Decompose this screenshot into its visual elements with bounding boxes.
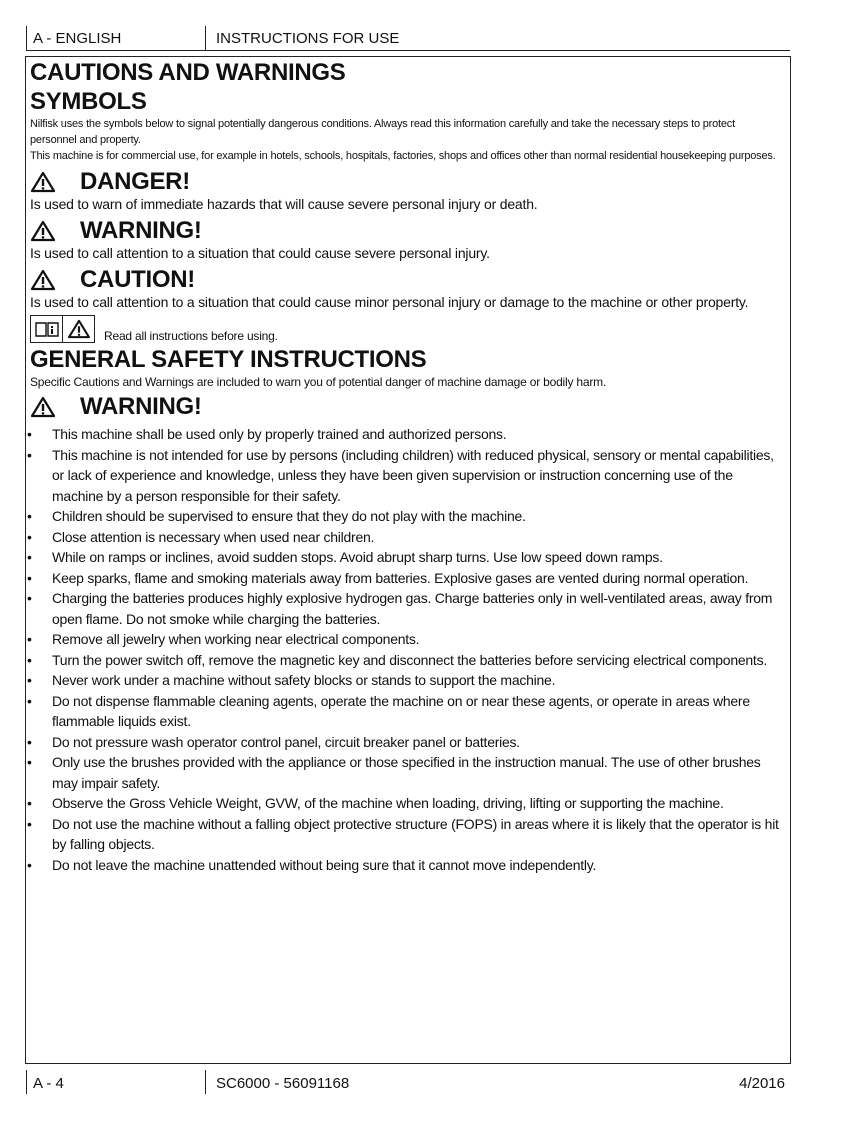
warning-triangle-icon [30, 220, 56, 242]
symbols-heading: SYMBOLS [30, 88, 147, 115]
warning-triangle-icon [30, 171, 56, 193]
warning-label: WARNING! [80, 217, 202, 244]
list-item: • Do not use the machine without a falling object protective structure (FOPS) in areas where it is likely that the operator is hit by falling objects. [26, 814, 782, 855]
danger-symbol-row [30, 169, 782, 195]
warning-triangle-icon [30, 396, 56, 418]
header-divider [205, 26, 206, 50]
list-item: • Only use the brushes provided with the appliance or those specified in the instruction manual. The use of other brushes may impair safety. [26, 752, 782, 793]
general-safety-heading: GENERAL SAFETY INSTRUCTIONS [30, 346, 427, 373]
symbols-intro-1: Nilfisk uses the symbols below to signal potentially dangerous conditions. Always read this information carefully and take the necessary steps to protect personnel and property. [30, 118, 735, 146]
warning-triangle-icon [30, 269, 56, 291]
list-item: • Keep sparks, flame and smoking materials away from batteries. Explosive gases are vented during normal operation. [26, 568, 782, 589]
manual-book-icon [30, 315, 63, 343]
list-item: • This machine shall be used only by properly trained and authorized persons. [26, 424, 782, 445]
footer-date: 4/2016 [739, 1075, 785, 1092]
list-item: • While on ramps or inclines, avoid sudden stops. Avoid abrupt sharp turns. Use low speed down ramps. [26, 547, 782, 568]
page-title: CAUTIONS AND WARNINGS [30, 59, 346, 86]
caution-description: Is used to call attention to a situation that could cause minor personal injury or damage to the machine or other property. [30, 294, 749, 310]
general-safety-intro: Specific Cautions and Warnings are included to warn you of potential danger of machine damage or bodily harm. [30, 375, 607, 389]
list-item: • Close attention is necessary when used near children. [26, 527, 782, 548]
read-instructions-text: Read all instructions before using. [104, 329, 278, 343]
danger-description: Is used to warn of immediate hazards that will cause severe personal injury or death. [30, 196, 538, 212]
caution-label: CAUTION! [80, 266, 195, 293]
caution-symbol-row [30, 267, 782, 293]
list-item: • This machine is not intended for use by persons (including children) with reduced physical, sensory or mental capabilities, or lack of experience and knowledge, unless they have been given supervision or instruction concerning use of the machine by a person responsible for their safety. [26, 445, 782, 507]
page-header [26, 26, 791, 50]
warning-list [26, 424, 782, 875]
header-section: INSTRUCTIONS FOR USE [216, 30, 400, 47]
footer-model: SC6000 - 56091168 [216, 1075, 350, 1092]
danger-label: DANGER! [80, 168, 190, 195]
list-item: • Never work under a machine without safety blocks or stands to support the machine. [26, 670, 782, 691]
general-warning-row [30, 394, 782, 420]
list-item: • Remove all jewelry when working near electrical components. [26, 629, 782, 650]
warning-symbol-row [30, 218, 782, 244]
symbols-intro-2: This machine is for commercial use, for example in hotels, schools, hospitals, factories, shops and offices other than normal residential housekeeping purposes. [30, 150, 776, 162]
list-item: • Do not leave the machine unattended without being sure that it cannot move independently. [26, 855, 782, 876]
list-item: • Do not dispense flammable cleaning agents, operate the machine on or near these agents, or operate in areas where flammable liquids exist. [26, 691, 782, 732]
header-language: A - ENGLISH [33, 30, 122, 47]
page-content [30, 58, 782, 875]
read-instructions-row [30, 313, 782, 343]
list-item: • Do not pressure wash operator control panel, circuit breaker panel or batteries. [26, 732, 782, 753]
list-item: • Charging the batteries produces highly explosive hydrogen gas. Charge batteries only in well-ventilated areas, away from open flame. Do not smoke while charging the batteries. [26, 588, 782, 629]
list-item: • Observe the Gross Vehicle Weight, GVW, of the machine when loading, driving, lifting or supporting the machine. [26, 793, 782, 814]
footer-page-number: A - 4 [33, 1075, 64, 1092]
warning-triangle-icon [63, 315, 95, 343]
list-item: • Turn the power switch off, remove the magnetic key and disconnect the batteries before servicing electrical components. [26, 650, 782, 671]
warning-description: Is used to call attention to a situation that could cause severe personal injury. [30, 245, 490, 261]
footer-divider [205, 1070, 206, 1094]
page-footer [26, 1070, 791, 1094]
list-item: • Children should be supervised to ensure that they do not play with the machine. [26, 506, 782, 527]
general-warning-label: WARNING! [80, 393, 202, 420]
header-rule [26, 50, 790, 51]
